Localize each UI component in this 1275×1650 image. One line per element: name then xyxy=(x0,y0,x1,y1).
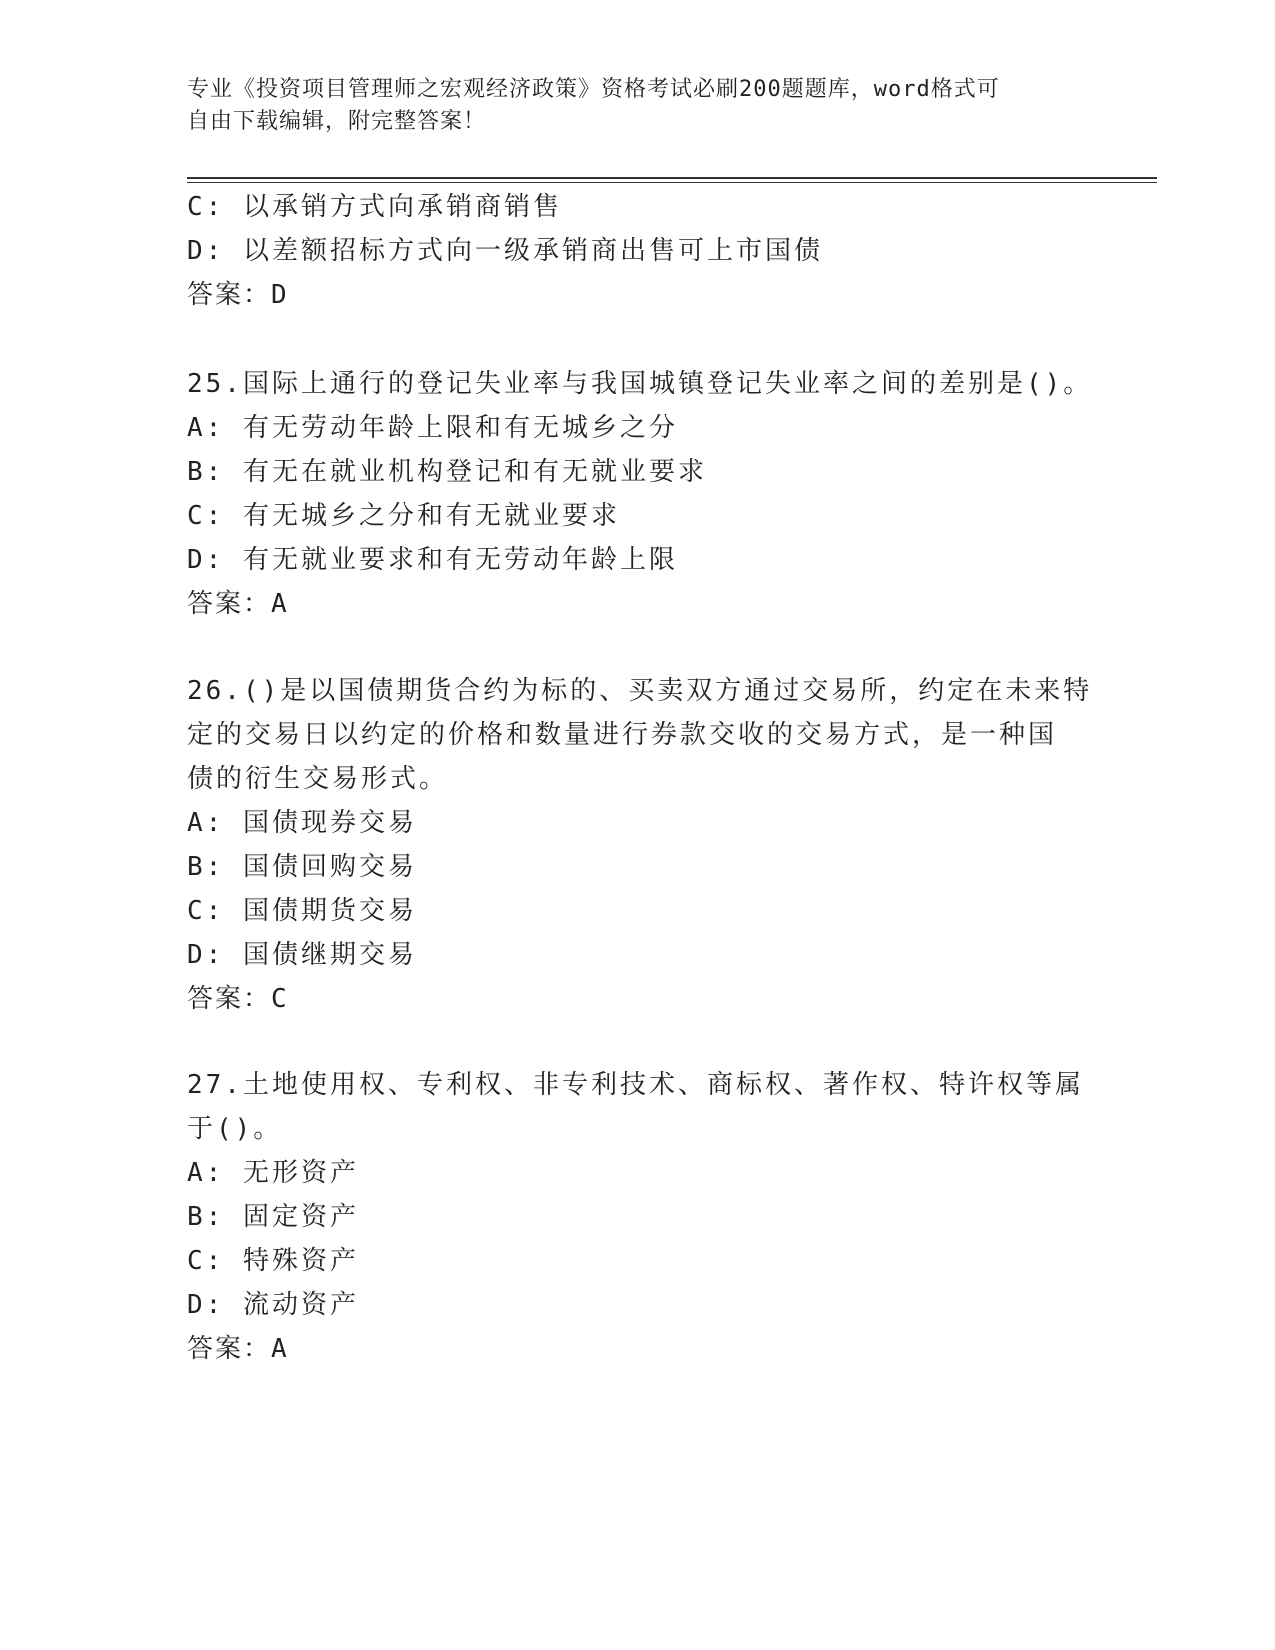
q26-stem-line-2: 定的交易日以约定的价格和数量进行券款交收的交易方式，是一种国 xyxy=(187,720,1058,750)
q27-answer: 答案：A xyxy=(187,1334,289,1364)
q26-option-a: A: 国债现券交易 xyxy=(187,808,417,838)
q25-option-c: C: 有无城乡之分和有无就业要求 xyxy=(187,501,620,531)
q27-option-b: B: 固定资产 xyxy=(187,1202,359,1232)
q27-option-a: A: 无形资产 xyxy=(187,1158,359,1188)
prev-answer: 答案：D xyxy=(187,280,289,310)
q27-option-c: C: 特殊资产 xyxy=(187,1246,359,1276)
q25-option-a: A: 有无劳动年龄上限和有无城乡之分 xyxy=(187,413,678,443)
q26-stem-line-1: 26.()是以国债期货合约为标的、买卖双方通过交易所，约定在未来特 xyxy=(187,676,1093,706)
prev-option-d: D: 以差额招标方式向一级承销商出售可上市国债 xyxy=(187,236,823,266)
q26-answer: 答案：C xyxy=(187,984,289,1014)
prev-option-c: C: 以承销方式向承销商销售 xyxy=(187,192,562,222)
header-title-line-1: 专业《投资项目管理师之宏观经济政策》资格考试必刷200题题库，word格式可 xyxy=(187,77,1000,102)
q26-option-d: D: 国债继期交易 xyxy=(187,940,417,970)
q27-stem-line-2: 于()。 xyxy=(187,1114,283,1144)
q27-option-d: D: 流动资产 xyxy=(187,1290,359,1320)
q26-stem-line-3: 债的衍生交易形式。 xyxy=(187,764,449,794)
q27-stem-line-1: 27.土地使用权、专利权、非专利技术、商标权、著作权、特许权等属 xyxy=(187,1070,1084,1100)
header-title-line-2: 自由下载编辑，附完整答案！ xyxy=(187,109,487,134)
q25-option-b: B: 有无在就业机构登记和有无就业要求 xyxy=(187,457,707,487)
q25-option-d: D: 有无就业要求和有无劳动年龄上限 xyxy=(187,545,678,575)
header-divider-thin xyxy=(187,182,1157,183)
header-divider-thick xyxy=(187,177,1157,179)
q26-option-b: B: 国债回购交易 xyxy=(187,852,417,882)
q26-option-c: C: 国债期货交易 xyxy=(187,896,417,926)
document-header xyxy=(187,74,1067,138)
q25-stem: 25.国际上通行的登记失业率与我国城镇登记失业率之间的差别是()。 xyxy=(187,369,1093,399)
q25-answer: 答案：A xyxy=(187,589,289,619)
